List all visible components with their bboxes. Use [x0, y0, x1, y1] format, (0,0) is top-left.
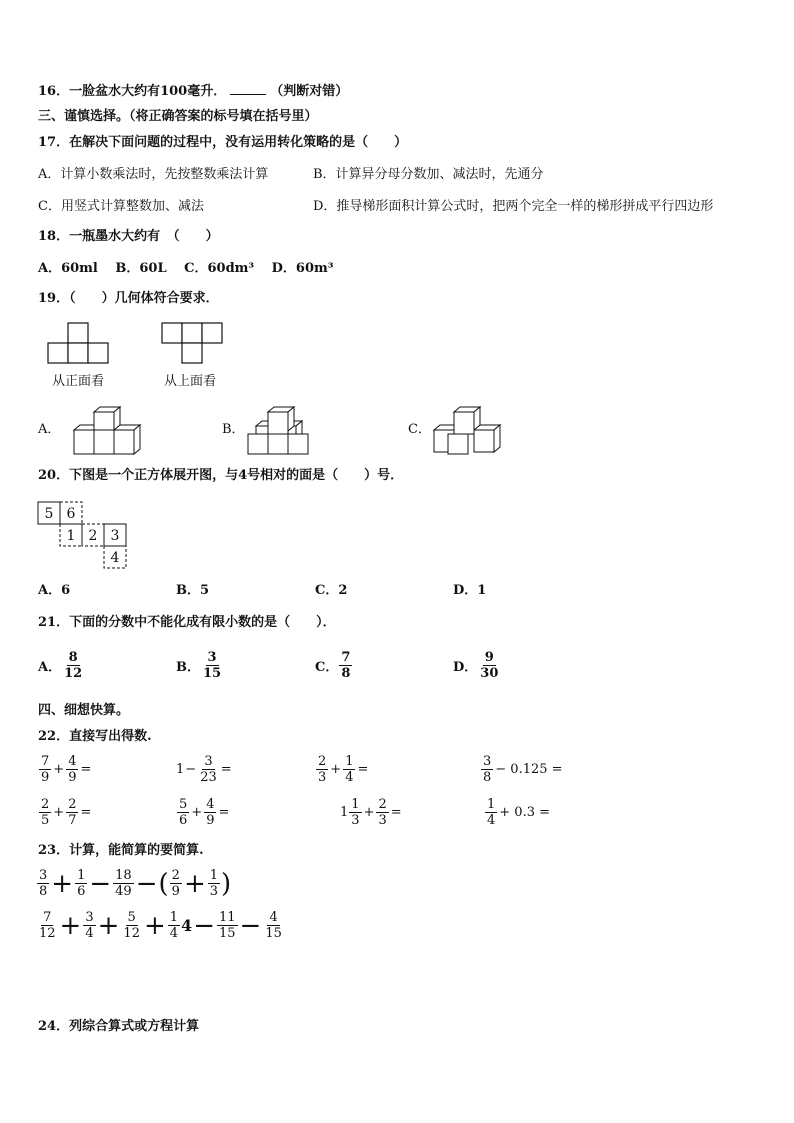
q16-line: [38, 82, 348, 101]
q17-option-d[interactable]: D．推导梯形面积计算公式时，把两个完全一样的梯形拼成平行四边形: [313, 199, 714, 214]
q20-option-a[interactable]: A．6: [38, 583, 71, 598]
cube-net-figure: [38, 502, 138, 574]
q21-option-a-fraction: $\frac{8}{12}$: [64, 650, 83, 681]
q19-option-a-label[interactable]: A．: [38, 422, 61, 437]
q21-option-d[interactable]: [453, 650, 501, 681]
q21-option-a[interactable]: [38, 650, 85, 681]
q20-option-b[interactable]: B．5: [176, 583, 210, 598]
q19-option-b-figure[interactable]: [246, 404, 326, 456]
q24-stem: 24．列综合算式或方程计算: [38, 1019, 200, 1034]
q21-option-b-label: B．: [176, 660, 200, 675]
q22-expr-1: $\frac{7}{9}$ + $\frac{4}{9}$ =: [41, 754, 92, 785]
q21-option-d-label: D．: [453, 660, 478, 675]
net-face-1: 1: [66, 528, 76, 544]
q22-expr-6: $\frac{5}{6}$ + $\frac{4}{9}$ =: [179, 797, 230, 828]
q22-expr-4: $\frac{3}{8}$ − 0.125 =: [483, 754, 563, 785]
section-4-heading: 四、细想快算。: [38, 703, 130, 718]
q22-expr-5: $\frac{2}{5}$ + $\frac{2}{7}$ =: [41, 797, 92, 828]
q21-option-c-label: C．: [315, 660, 339, 675]
q23-stem: 23．计算，能简算的要简算.: [38, 843, 204, 858]
front-view-label: 从正面看: [52, 374, 105, 389]
q21-option-c[interactable]: [315, 650, 353, 681]
q23-expr-2: $\frac{7}{12}$ + $\frac{3}{4}$ + $\frac{5}{12}$ + $\frac{1}{4}$ 4 − $\frac{11}{15}$ − $\frac{4}{15}$: [39, 910, 282, 941]
q16-answer-blank[interactable]: [230, 82, 266, 95]
q22-stem: 22．直接写出得数.: [38, 729, 152, 744]
q18-stem: 18．一瓶墨水大约有 （ ）: [38, 229, 219, 244]
q21-option-d-fraction: $\frac{9}{30}$: [480, 650, 499, 681]
q20-option-d[interactable]: D．1: [453, 583, 487, 598]
front-view-figure: [46, 320, 116, 366]
q19-stem: 19．（ ）几何体符合要求．: [38, 291, 219, 306]
q17-option-c[interactable]: C．用竖式计算整数加、减法: [38, 199, 204, 214]
q17-stem: 17．在解决下面问题的过程中，没有运用转化策略的是（ ）: [38, 135, 408, 150]
net-face-2: 2: [88, 528, 98, 544]
q16-text: 16．一脸盆水大约有100毫升．: [38, 84, 227, 99]
q20-option-c[interactable]: C．2: [315, 583, 348, 598]
q21-stem: 21．下面的分数中不能化成有限小数的是（ ）．: [38, 615, 336, 630]
net-face-6: 6: [66, 506, 76, 522]
q19-option-a-figure[interactable]: [70, 404, 150, 456]
q23-expr-1: $\frac{3}{8}$ + $\frac{1}{6}$ − $\frac{18}{49}$ − ( $\frac{2}{9}$ + $\frac{1}{3}$ ): [39, 868, 232, 899]
q17-option-b[interactable]: B．计算异分母分数加、减法时，先通分: [313, 167, 544, 182]
net-face-5: 5: [44, 506, 54, 522]
q20-stem: 20．下图是一个正方体展开图，与4号相对的面是（ ）号．: [38, 468, 404, 483]
q16-suffix: （判断对错）: [270, 84, 349, 99]
net-face-4: 4: [110, 550, 120, 566]
q22-expr-7: 1 $\frac{1}{3}$ + $\frac{2}{3}$ =: [340, 797, 402, 828]
net-face-3: 3: [110, 528, 120, 544]
q22-expr-2: 1 − $\frac{3}{23}$ =: [176, 754, 232, 785]
q21-option-b[interactable]: [176, 650, 224, 681]
q18-options[interactable]: A．60ml B．60L C．60dm³ D．60m³: [38, 261, 334, 276]
top-view-figure: [160, 320, 230, 366]
q21-option-a-label: A．: [38, 660, 62, 675]
q19-option-c-label[interactable]: C．: [408, 422, 431, 437]
q21-option-b-fraction: $\frac{3}{15}$: [203, 650, 222, 681]
section-3-heading: 三、谨慎选择。（将正确答案的标号填在括号里）: [38, 109, 318, 124]
q22-expr-8: $\frac{1}{4}$ + 0.3 =: [487, 797, 551, 828]
q19-option-c-figure[interactable]: [430, 404, 510, 456]
top-view-label: 从上面看: [164, 374, 217, 389]
q19-option-b-label[interactable]: B．: [222, 422, 245, 437]
q22-expr-3: $\frac{2}{3}$ + $\frac{1}{4}$ =: [318, 754, 369, 785]
q21-option-c-fraction: $\frac{7}{8}$: [341, 650, 351, 681]
q17-option-a[interactable]: A．计算小数乘法时，先按整数乘法计算: [38, 167, 269, 182]
